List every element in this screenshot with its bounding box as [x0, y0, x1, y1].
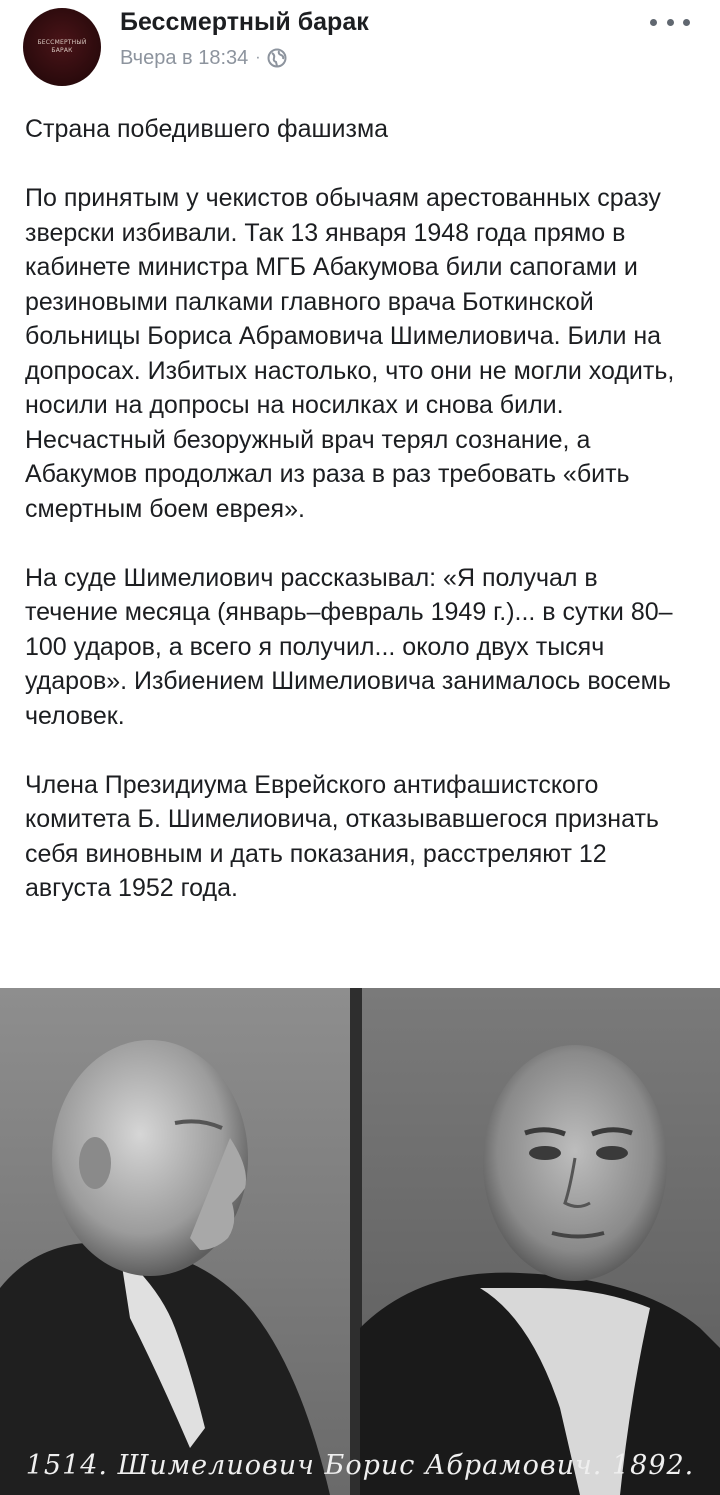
post-meta — [120, 44, 287, 72]
page-avatar[interactable] — [23, 8, 101, 86]
post-timestamp[interactable]: Вчера в 18:34 — [120, 47, 249, 69]
page-name-link[interactable]: Бессмертный барак — [120, 8, 369, 36]
mugshot-image — [0, 988, 720, 1495]
more-options-icon[interactable] — [650, 12, 690, 32]
post-paragraph-3: Члена Президиума Еврейского антифашистского комитета Б. Шимелиовича, отказывавшегося признать себя виновным и дать показания, расстреляют 12 августа 1952 года. — [25, 770, 659, 902]
post-text — [25, 112, 695, 940]
post-photo[interactable] — [0, 988, 720, 1495]
photo-caption: 1514. Шимелиович Борис Абрамович. 1892. — [25, 1450, 695, 1481]
globe-icon — [267, 48, 287, 68]
avatar-logo-text: БЕССМЕРТНЫЙ БАРАК — [37, 39, 87, 54]
post-title: Страна победившего фашизма — [25, 115, 389, 143]
post-paragraph-1: По принятым у чекистов обычаям арестованных сразу зверски избивали. Так 13 января 1948 года прямо в кабинете министра МГБ Абакумова били сапогами и резиновыми палками главного врача Боткинской больницы Бориса Абрамовича Шимелиовича. Били на допросах. Избитых настолько, что они не могли ходить, носили на допросы на носилках и снова били. Несчастный безоружный врач терял сознание, а Абакумов продолжал из раза в раз требовать «бить смертным боем еврея». — [25, 184, 675, 523]
post-header — [0, 0, 720, 100]
meta-separator: · — [255, 49, 261, 66]
post-paragraph-2: На суде Шимелиович рассказывал: «Я получал в течение месяца (январь–февраль 1949 г.)... в сутки 80–100 ударов, а всего я получил... около двух тысяч ударов». Избиением Шимелиовича занималось восемь человек. — [25, 563, 673, 730]
